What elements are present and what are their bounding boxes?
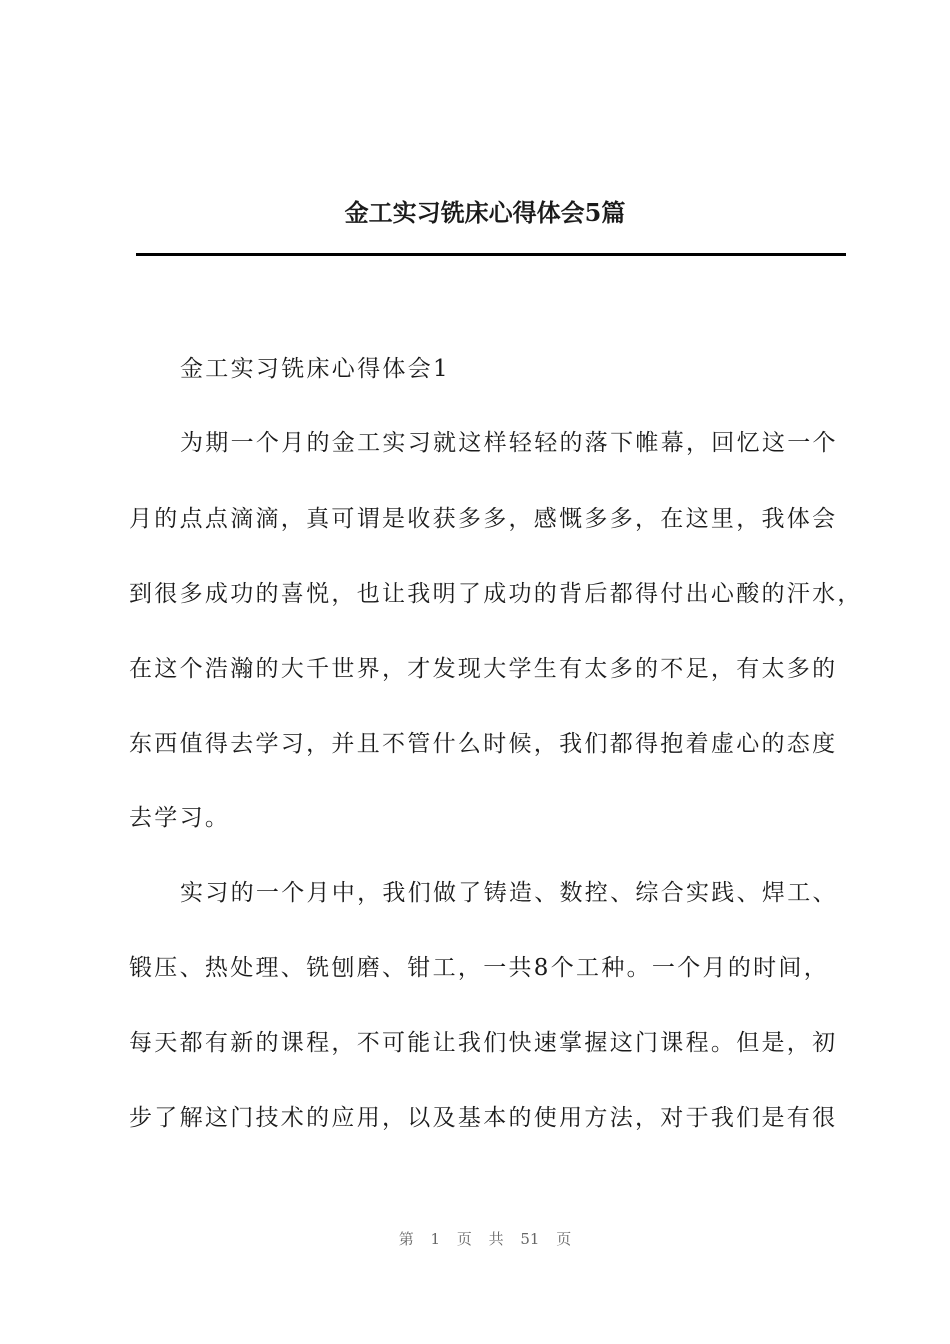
paragraph-line: 为期一个月的金工实习就这样轻轻的落下帷幕，回忆这一个 [180, 430, 838, 456]
paragraph-line: 步了解这门技术的应用，以及基本的使用方法，对于我们是有很 [129, 1105, 838, 1131]
paragraph-line: 到很多成功的喜悦，也让我明了成功的背后都得付出心酸的汗水， [129, 581, 863, 607]
title-underline [136, 253, 846, 256]
page-number-footer: 第 1 页 共 51 页 [398, 1230, 572, 1248]
paragraph-line: 实习的一个月中，我们做了铸造、数控、综合实践、焊工、 [180, 880, 838, 906]
paragraph-line: 月的点点滴滴，真可谓是收获多多，感慨多多，在这里，我体会 [129, 506, 838, 532]
paragraph-line: 每天都有新的课程，不可能让我们快速掌握这门课程。但是，初 [129, 1030, 838, 1056]
document-title: 金工实习铣床心得体会5篇 [344, 198, 626, 227]
section-heading: 金工实习铣床心得体会1 [180, 356, 450, 382]
paragraph-line: 锻压、热处理、铣刨磨、钳工，一共8个工种。一个月的时间， [129, 955, 830, 981]
paragraph-line: 东西值得去学习，并且不管什么时候，我们都得抱着虚心的态度 [129, 731, 838, 757]
paragraph-line: 在这个浩瀚的大千世界，才发现大学生有太多的不足，有太多的 [129, 656, 838, 682]
paragraph-line: 去学习。 [129, 805, 231, 831]
